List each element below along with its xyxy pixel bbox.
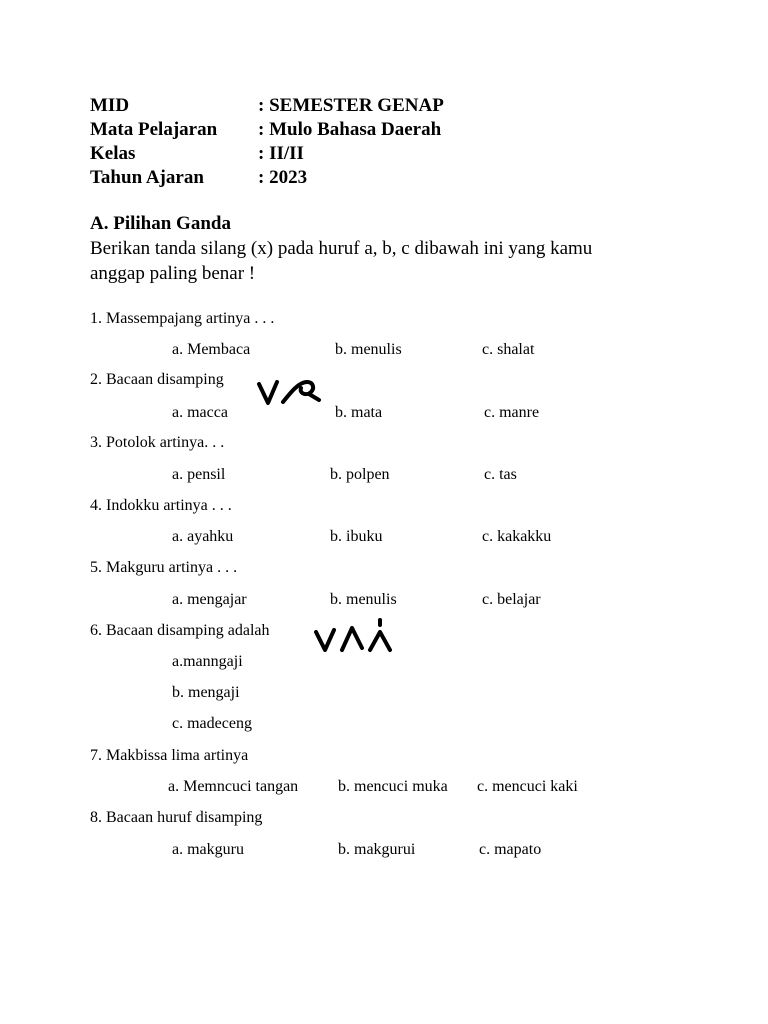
question-1-option-a[interactable]: a. Membaca [172,341,251,358]
question-1-option-c[interactable]: c. shalat [482,341,535,358]
question-2: 2. Bacaan disamping [90,371,224,388]
question-8-option-a[interactable]: a. makguru [172,841,244,858]
question-3-option-c[interactable]: c. tas [484,466,517,483]
header-value-mid: : SEMESTER GENAP [258,95,444,116]
question-8-option-c[interactable]: c. mapato [479,841,542,858]
header-value-class: : II/II [258,143,304,164]
header-value-subject: : Mulo Bahasa Daerah [258,119,442,140]
question-7-option-b[interactable]: b. mencuci muka [338,778,448,795]
question-3: 3. Potolok artinya. . . [90,434,225,451]
question-6-option-a[interactable]: a.manngaji [172,653,243,670]
question-7: 7. Makbissa lima artinya [90,747,249,764]
question-4: 4. Indokku artinya . . . [90,497,232,514]
question-8-option-b[interactable]: b. makgurui [338,841,416,858]
question-6: 6. Bacaan disamping adalah [90,622,270,639]
header-label-mid: MID [90,95,130,116]
header-value-year: : 2023 [258,167,308,188]
lontara-script-icon [255,372,327,413]
header-label-year: Tahun Ajaran [90,167,204,188]
question-6-option-b[interactable]: b. mengaji [172,684,240,701]
question-4-option-c[interactable]: c. kakakku [482,528,552,545]
question-6-option-c[interactable]: c. madeceng [172,715,252,732]
lontara-script-icon [312,616,398,659]
section-title: A. Pilihan Ganda [90,213,231,234]
section-instruction: Berikan tanda silang (x) pada huruf a, b, c dibawah ini yang kamu anggap paling benar ! [90,238,593,284]
question-7-option-a[interactable]: a. Memncuci tangan [168,778,299,795]
question-2-option-a[interactable]: a. macca [172,404,228,421]
question-5: 5. Makguru artinya . . . [90,559,238,576]
question-1: 1. Massempajang artinya . . . [90,310,275,327]
question-5-option-a[interactable]: a. mengajar [172,591,247,608]
question-5-option-c[interactable]: c. belajar [482,591,541,608]
question-1-option-b[interactable]: b. menulis [335,341,402,358]
header-label-class: Kelas [90,143,136,164]
question-2-option-c[interactable]: c. manre [484,404,540,421]
question-3-option-a[interactable]: a. pensil [172,466,226,483]
question-5-option-b[interactable]: b. menulis [330,591,397,608]
header-label-subject: Mata Pelajaran [90,119,218,140]
question-8: 8. Bacaan huruf disamping [90,809,263,826]
question-4-option-a[interactable]: a. ayahku [172,528,234,545]
question-3-option-b[interactable]: b. polpen [330,466,390,483]
question-4-option-b[interactable]: b. ibuku [330,528,383,545]
question-7-option-c[interactable]: c. mencuci kaki [477,778,578,795]
question-2-option-b[interactable]: b. mata [335,404,383,421]
